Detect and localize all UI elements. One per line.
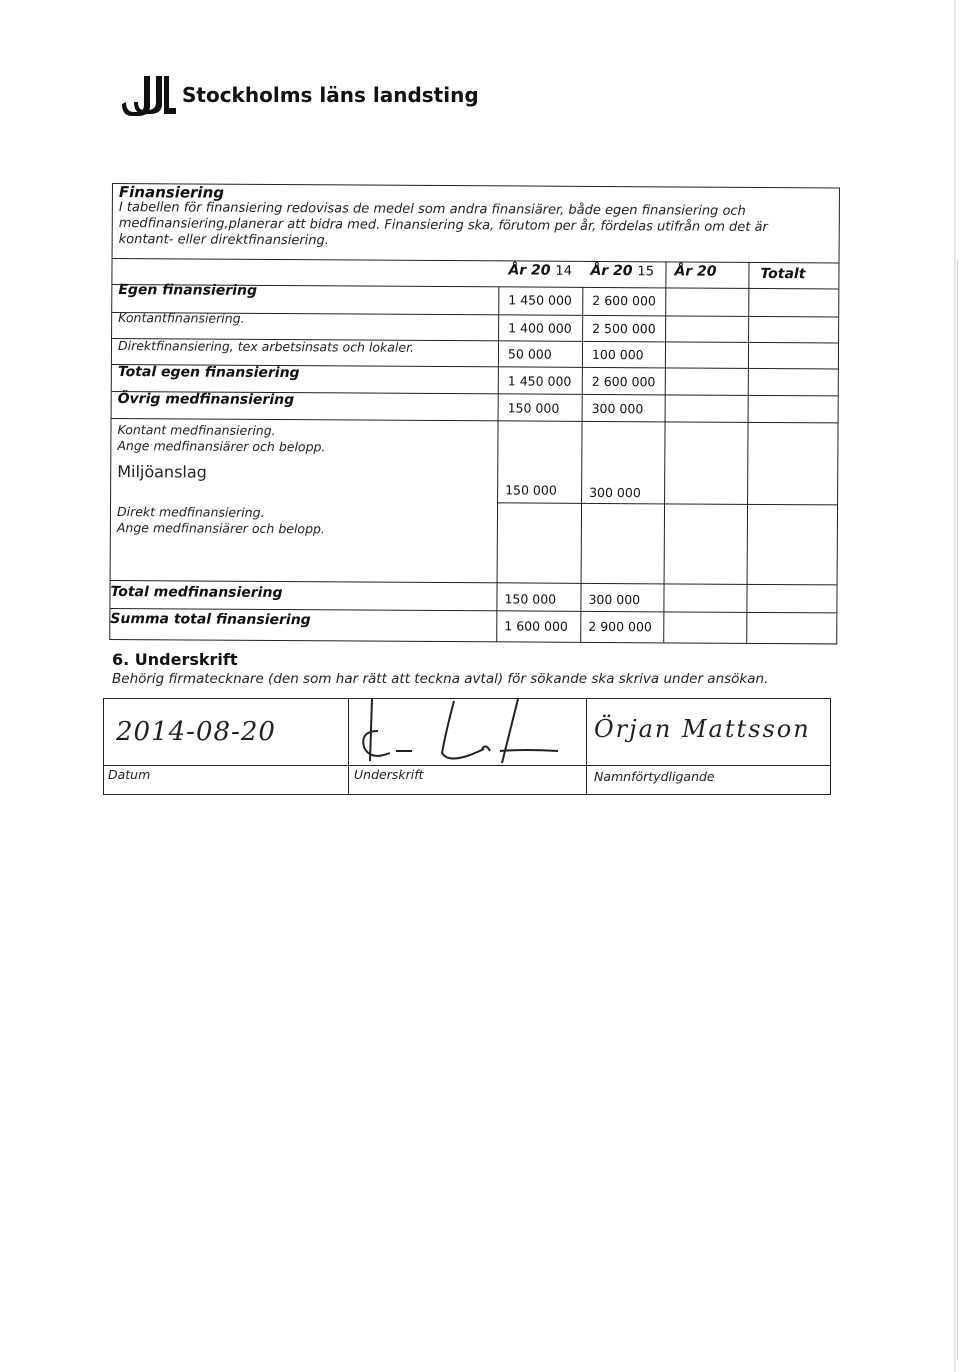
grid-line — [746, 262, 749, 643]
intro-line-3: kontant- eller direktfinansiering. — [118, 232, 329, 249]
row-total-egen-label: Total egen finansiering — [117, 364, 300, 382]
underskrift-section — [112, 650, 768, 687]
row-kontant-y2: 2 500 000 — [592, 320, 656, 337]
row-egen-label: Egen finansiering — [118, 282, 258, 299]
grid-line — [497, 502, 837, 505]
row-total-egen-y2: 2 600 000 — [591, 373, 656, 390]
row-total-med-y2: 300 000 — [588, 591, 641, 608]
underskrift-subtitle: Behörig firmatecknare (den som har rätt att teckna avtal) för sökande ska skriva under ansökan. — [112, 671, 769, 687]
col-year-1: År 20 14 — [508, 262, 573, 279]
signature-box — [103, 698, 831, 795]
row-kontant-med-label — [117, 422, 325, 455]
row-total-med-label: Total medfinansiering — [110, 583, 283, 602]
row-direkt-y1: 50 000 — [507, 346, 552, 362]
intro-line-1: I tabellen för finansiering redovisas de medel som andra finansiärer, både egen finansiering och — [118, 200, 746, 219]
row-ovrig-label: Övrig medfinansiering — [117, 391, 295, 409]
intro-line-2: medfinansiering,planerar att bidra med. Finansiering ska, förutom per år, fördelas utifrån om det är — [118, 216, 768, 236]
date-value: 2014-08-20 — [116, 717, 276, 747]
row-kontant-y1: 1 400 000 — [508, 320, 572, 336]
org-name: Stockholms läns landsting — [182, 83, 479, 107]
name-value: Örjan Mattsson — [594, 715, 811, 743]
underskrift-title: 6. Underskrift — [112, 650, 238, 669]
row-miljo-y2: 300 000 — [589, 484, 641, 501]
row-direkt-y2: 100 000 — [591, 346, 644, 363]
row-total-med-y1: 150 000 — [504, 591, 557, 607]
row-summa-y2: 2 900 000 — [588, 618, 652, 635]
scan-edge-decoration — [938, 0, 960, 1372]
row-ovrig-y2: 300 000 — [591, 400, 644, 417]
name-label: Namnförtydligande — [594, 769, 715, 784]
col-year-2: År 20 15 — [590, 262, 655, 280]
direkt-med-line-1: Direkt medfinansiering. — [116, 504, 265, 520]
finansiering-intro — [119, 184, 819, 252]
date-label: Datum — [108, 767, 151, 782]
direkt-med-line-2: Ange medfinansiärer och belopp. — [116, 520, 325, 537]
row-direkt-label: Direktfinansiering, tex arbetsinsats och lokaler. — [117, 338, 415, 355]
grid-line — [113, 258, 839, 263]
grid-line — [348, 699, 349, 794]
col-year-3: År 20 — [674, 263, 717, 280]
row-kontant-label: Kontantfinansiering. — [118, 310, 245, 326]
finansiering-section — [109, 183, 840, 644]
row-egen-y2: 2 600 000 — [592, 292, 656, 309]
header-logo — [120, 70, 479, 120]
row-direkt-med-label — [117, 504, 325, 537]
signature-label: Underskrift — [354, 767, 424, 782]
row-ovrig-y1: 150 000 — [507, 400, 560, 416]
grid-line — [663, 261, 666, 642]
row-miljo-label: Miljöanslag — [117, 462, 207, 482]
grid-line — [586, 699, 587, 794]
row-miljo-y1: 150 000 — [505, 482, 557, 498]
sll-logo-icon — [120, 72, 176, 118]
row-egen-y1: 1 450 000 — [508, 292, 572, 308]
col-total: Totalt — [760, 265, 806, 283]
kontant-med-line-1: Kontant medfinansiering. — [117, 422, 276, 439]
finansiering-title: Finansiering — [118, 183, 225, 202]
row-summa-y1: 1 600 000 — [504, 618, 568, 634]
kontant-med-line-2: Ange medfinansiärer och belopp. — [117, 438, 326, 455]
row-summa-label: Summa total finansiering — [110, 610, 311, 629]
row-total-egen-y1: 1 450 000 — [507, 373, 572, 389]
